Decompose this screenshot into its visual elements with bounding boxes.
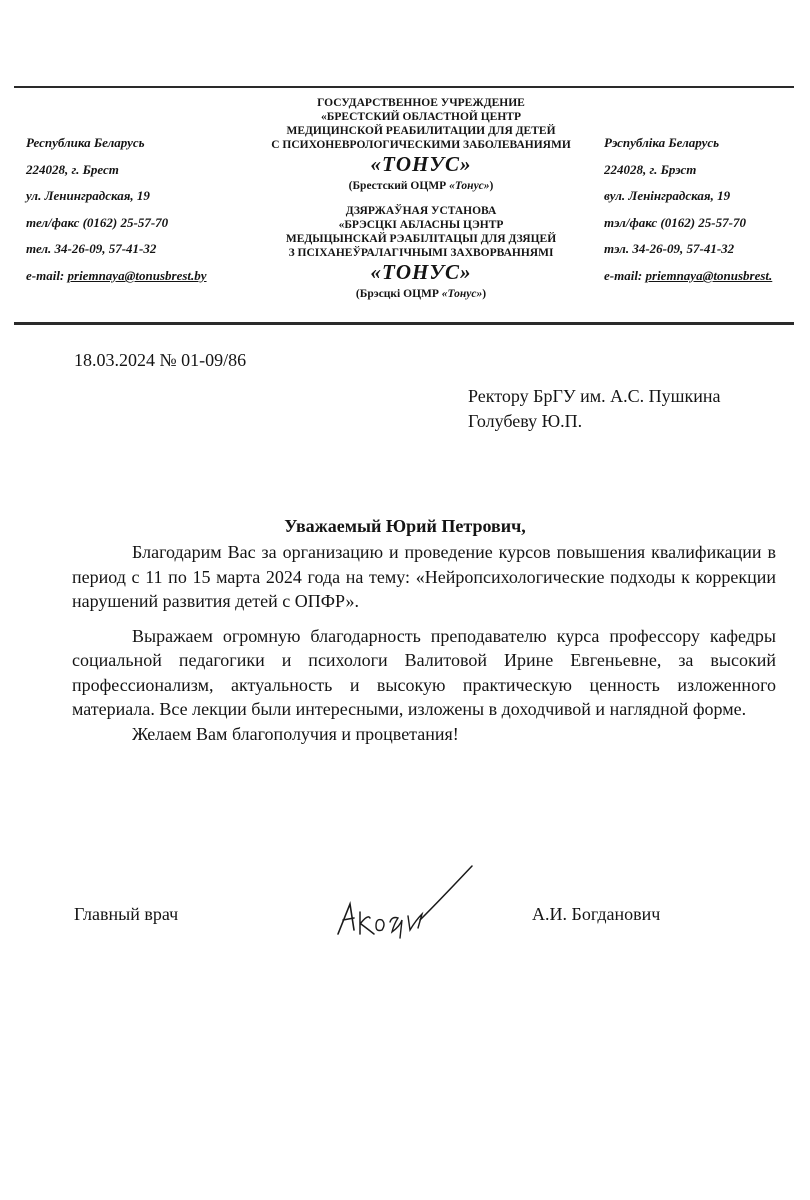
institution-ru-line1: ГОСУДАРСТВЕННОЕ УЧРЕЖДЕНИЕ (317, 97, 525, 109)
signatory-name: А.И. Богданович (532, 904, 661, 924)
abbreviation-ru (238, 178, 604, 194)
email-link-ru[interactable]: priemnaya@tonusbrest.by (67, 267, 207, 283)
abbreviation-ru-brand: «Тонус» (449, 180, 490, 192)
email-link-by[interactable]: priemnaya@tonusbrest. (645, 267, 773, 283)
email-label-ru: e-mail: (26, 267, 68, 283)
abbreviation-by-text: (Брэсцкі ОЦМР (355, 288, 442, 300)
abbreviation-by-close: ) (482, 288, 487, 300)
country-ru: Республика Беларусь (26, 135, 145, 150)
abbreviation-ru-text: (Брестский ОЦМР (348, 180, 450, 192)
email-row-by (604, 263, 804, 290)
institution-by-line4: З ПСІХАНЕЎРАЛАГІЧНЫМІ ЗАХВОРВАННЯМІ (288, 247, 554, 259)
tel-ru: тел. 34-26-09, 57-41-32 (26, 241, 157, 257)
handwritten-signature (330, 860, 480, 940)
street-by: вул. Ленінградская, 19 (604, 188, 731, 204)
paragraph-2: Выражаем огромную благодарность преподавателю курса профессору кафедры социальной педагогики и психологи Валитовой Ирине Евгеньевне, за высокий профессионализм, актуальность и высокую практическую ценность изложенного материала. Все лекции были интересными, изложены в доходчивой и наглядной форме. (72, 625, 776, 719)
registration-number: 18.03.2024 № 01-09/86 (74, 350, 247, 370)
paragraph-1: Благодарим Вас за организацию и проведение курсов повышения квалификации в период с 11 по 15 марта 2024 года на тему: «Нейропсихологические подходы к коррекции нарушений развития детей с ОПФР». (72, 542, 776, 611)
institution-by-line3: МЕДЫЦЫНСКАЙ РЭАБІЛІТАЦЫІ ДЛЯ ДЗЯЦЕЙ (285, 233, 557, 245)
institution-by-line2: «БРЭСЦКІ АБЛАСНЫ ЦЭНТР (338, 219, 504, 231)
postcode-city-by: 224028, г. Брэст (604, 161, 697, 177)
institution-ru-line2: «БРЕСТСКИЙ ОБЛАСТНОЙ ЦЕНТР (321, 111, 521, 123)
letter-body (72, 540, 776, 746)
postcode-city-ru: 224028, г. Брест (26, 161, 119, 177)
brand-logo-by: «ТОНУС» (370, 260, 472, 284)
letterhead-top-rule (14, 86, 794, 88)
email-row-ru (26, 263, 238, 290)
abbreviation-by-brand: «Тонус» (441, 288, 483, 300)
institution-by-line1: ДЗЯРЖАЎНАЯ УСТАНОВА (345, 205, 497, 217)
paragraph-3: Желаем Вам благополучия и процветания! (132, 723, 459, 744)
abbreviation-ru-close: ) (489, 180, 494, 192)
addressee (468, 384, 721, 434)
letterhead-bottom-rule (14, 322, 794, 325)
email-label-by: e-mail: (604, 267, 646, 283)
street-ru: ул. Ленинградская, 19 (26, 188, 150, 204)
signatory-position: Главный врач (74, 904, 179, 924)
institution-ru-line4: С ПСИХОНЕВРОЛОГИЧЕСКИМИ ЗАБОЛЕВАНИЯМИ (271, 139, 571, 151)
tel-by: тэл. 34-26-09, 57-41-32 (604, 241, 735, 257)
brand-logo-ru: «ТОНУС» (370, 152, 472, 176)
addressee-line1: Ректору БрГУ им. А.С. Пушкина (468, 386, 721, 406)
greeting: Уважаемый Юрий Петрович, (284, 516, 526, 536)
letterhead-contacts-by (604, 130, 804, 290)
telfax-ru: тел/факс (0162) 25-57-70 (26, 214, 169, 230)
letterhead-contacts-ru (26, 130, 238, 290)
telfax-by: тэл/факс (0162) 25-57-70 (604, 214, 746, 230)
abbreviation-by (238, 286, 604, 302)
institution-ru-line3: МЕДИЦИНСКОЙ РЕАБИЛИТАЦИИ ДЛЯ ДЕТЕЙ (286, 125, 556, 137)
letterhead-institution (238, 96, 604, 302)
addressee-line2: Голубеву Ю.П. (468, 411, 583, 431)
country-by: Рэспубліка Беларусь (604, 135, 720, 150)
